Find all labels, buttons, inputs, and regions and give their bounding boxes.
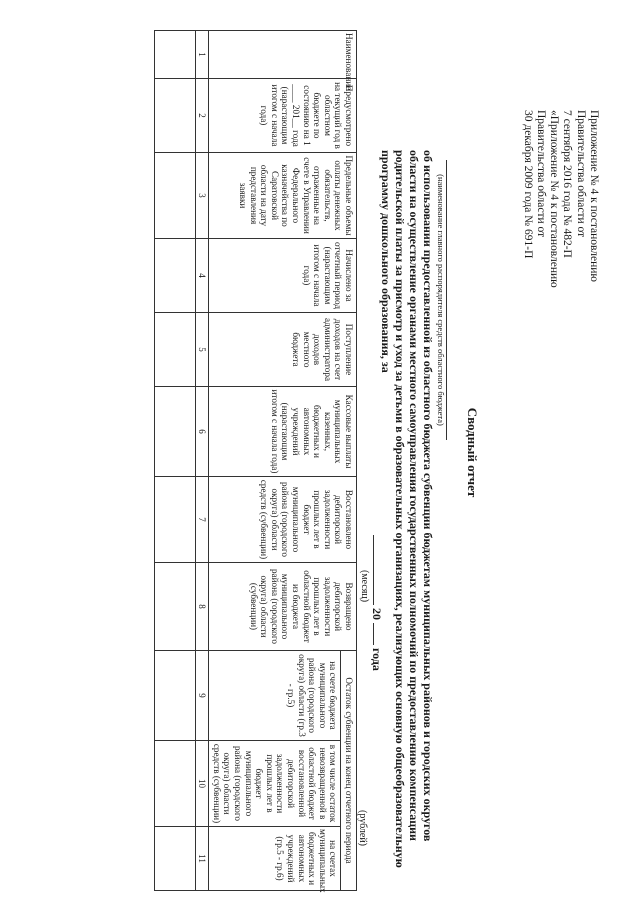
column-number: 3: [195, 153, 209, 239]
header-cell: Наименование: [209, 31, 357, 79]
empty-cell: [154, 79, 195, 153]
month-label: (месяц): [359, 570, 370, 603]
column-number: 9: [195, 651, 209, 741]
empty-cell: [154, 31, 195, 79]
header-cell: в том числе остаток невозвращенной в областной бюджет восстановленной дебиторской задолженности прошлых лет в бюджет муниципального района (городского округа) области средств (субвенции): [209, 741, 341, 827]
header-cell: на счетах муниципальных бюджетных и автономных учреждений (гр.5 - гр.6): [209, 827, 341, 891]
document-title: Сводный отчет: [465, 407, 480, 498]
column-number: 8: [195, 563, 209, 651]
appendix-line: Правительства области от: [574, 110, 587, 238]
distributor-note: (наименование главного распорядителя средств областного бюджета): [436, 174, 446, 426]
empty-cell: [154, 563, 195, 651]
appendix-line: Приложение № 4 к постановлению: [588, 110, 600, 283]
report-table: [154, 30, 357, 891]
column-number: 2: [195, 79, 209, 153]
appendix-block: [520, 110, 600, 410]
header-cell: Поступление доходов на счет администратора доходов местного бюджета: [209, 313, 357, 387]
column-number: 7: [195, 477, 209, 563]
appendix-line: 30 декабря 2009 года № 691-П: [521, 110, 534, 259]
header-cell: Восстановлено дебиторской задолженности прошлых лет в бюджет муниципального района (городского округа) области средств (субвенции): [209, 477, 357, 563]
column-number-row: [195, 31, 209, 891]
header-cell: на счете бюджета муниципального района (городского округа) области (гр.3 - гр.5): [209, 651, 341, 741]
column-number: 5: [195, 313, 209, 387]
period-suffix: года: [370, 648, 384, 671]
units-label: (рублей): [357, 810, 368, 847]
empty-cell: [154, 827, 195, 891]
appendix-line: Правительства области от: [534, 110, 547, 238]
empty-cell: [154, 239, 195, 313]
heading-line: родительской платы за присмотр и уход за детьми в образовательных организациях, реализующих основную общеобразовательную: [393, 150, 407, 868]
group-header-cell: Остаток субвенции на конец отчетного периода: [341, 651, 357, 891]
heading-line: программу дошкольного образования, за: [379, 150, 393, 373]
empty-cell: [154, 153, 195, 239]
heading-line: области на осуществление органами местного самоуправления государственных полномочий по предоставлению компенсации: [407, 150, 421, 841]
period-year: 20: [370, 608, 384, 620]
column-number: 10: [195, 741, 209, 827]
empty-cell: [154, 387, 195, 477]
column-number: 1: [195, 31, 209, 79]
appendix-line: 7 сентября 2016 года № 482-П: [561, 110, 574, 258]
empty-data-row: [154, 31, 195, 891]
period-fill: [369, 535, 384, 671]
header-cell: Возвращено дебиторской задолженности прошлых лет в областной бюджет из бюджета муниципального района (городского округа) области (субвенции): [209, 563, 357, 651]
column-number: 4: [195, 239, 209, 313]
header-cell: Начислено за отчетный период (нарастающим итогом с начала года): [209, 239, 357, 313]
column-number: 11: [195, 827, 209, 891]
column-number: 6: [195, 387, 209, 477]
empty-cell: [154, 651, 195, 741]
report-heading: [379, 150, 435, 868]
header-cell: Кассовые выплаты муниципальных казенных, бюджетных и автономных учреждений (нарастающим итогом с начала года): [209, 387, 357, 477]
empty-cell: [154, 477, 195, 563]
header-cell: Предусмотрено на текущий год в областном бюджете по состоянию на 1 ____ 201__ года (нарастающим итогом с начала года): [209, 79, 357, 153]
fill-in-line: [446, 160, 447, 440]
empty-cell: [154, 313, 195, 387]
heading-line: об использовании предоставленной из областного бюджета субвенции бюджетам муниципальных районов и городских округов: [421, 150, 435, 842]
appendix-line: «Приложение № 4 к постановлению: [548, 110, 561, 288]
header-cell: Предельные объемы оплаты денежных обязательств, отраженные на счете в Управлении Федерального казначейства по Саратовской области на дату представления заявки: [209, 153, 357, 239]
header-row-1: [341, 31, 357, 891]
empty-cell: [154, 741, 195, 827]
